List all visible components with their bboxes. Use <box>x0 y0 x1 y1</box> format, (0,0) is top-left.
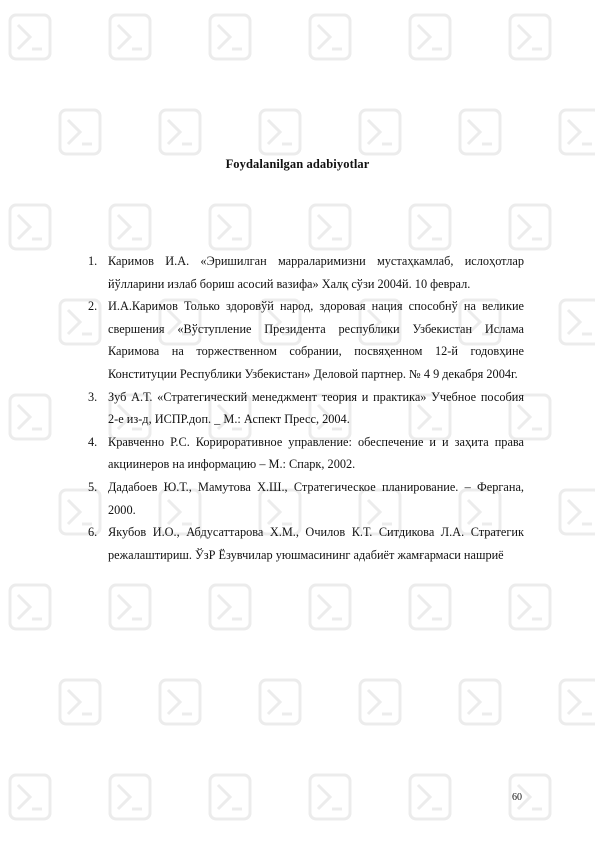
watermark-shape <box>460 680 500 724</box>
watermark-shape <box>218 785 242 809</box>
watermark-shape <box>210 15 250 59</box>
watermark-shape <box>410 205 450 249</box>
watermark-shape <box>460 110 500 154</box>
watermark-shape <box>18 405 42 429</box>
watermark-shape <box>160 110 200 154</box>
watermark-shape <box>60 110 100 154</box>
watermark-shape <box>318 595 342 619</box>
watermark-shape <box>218 25 242 49</box>
watermark-shape <box>310 775 350 819</box>
watermark-shape <box>68 120 92 144</box>
watermark-shape <box>118 25 142 49</box>
watermark-shape <box>518 25 542 49</box>
watermark-shape <box>168 120 192 144</box>
reference-item <box>88 476 524 521</box>
watermark-shape <box>168 690 192 714</box>
watermark-shape <box>118 785 142 809</box>
watermark-shape <box>10 205 50 249</box>
watermark-shape <box>10 585 50 629</box>
reference-text: И.А.Каримов Только здоровўй народ, здоровая нация способнў на великие свершения «Вўступление Президента республики Узбекистан Ислама Каримова на торжественном собрании, посвяҳенном 12-й годовҳине Конституции Республики Узбекистан» Деловой партнер. № 4 9 декабря 2004г. <box>108 299 524 381</box>
watermark-shape <box>518 595 542 619</box>
watermark-shape <box>210 775 250 819</box>
reference-number: 2. <box>88 299 98 314</box>
watermark-shape <box>18 785 42 809</box>
reference-number: 6. <box>88 525 98 540</box>
watermark-shape <box>560 680 595 724</box>
watermark-shape <box>468 690 492 714</box>
watermark-shape <box>218 215 242 239</box>
watermark-shape <box>118 595 142 619</box>
watermark-shape <box>360 110 400 154</box>
watermark-shape <box>110 585 150 629</box>
watermark-shape <box>210 205 250 249</box>
watermark-shape <box>368 120 392 144</box>
reference-number: 3. <box>88 389 98 404</box>
watermark-shape <box>10 775 50 819</box>
watermark-shape <box>418 215 442 239</box>
watermark-shape <box>560 110 595 154</box>
watermark-shape <box>510 585 550 629</box>
watermark-shape <box>218 595 242 619</box>
watermark-shape <box>360 680 400 724</box>
watermark-shape <box>318 215 342 239</box>
watermark-shape <box>410 775 450 819</box>
watermark-shape <box>10 15 50 59</box>
watermark-shape <box>568 690 592 714</box>
reference-item <box>88 295 524 385</box>
watermark-shape <box>310 15 350 59</box>
watermark-shape <box>418 595 442 619</box>
reference-item <box>88 431 524 476</box>
watermark-shape <box>510 15 550 59</box>
watermark-shape <box>568 120 592 144</box>
watermark-shape <box>560 490 595 534</box>
reference-text: Якубов И.О., Абдусаттарова Х.М., Очилов К.Т. Ситдикова Л.А. Стратегик режалаштириш. ЎзР Ёзувчилар уюшмасининг адабиёт жамғармаси нашриё <box>108 525 524 562</box>
watermark-shape <box>68 690 92 714</box>
reference-text: Зуб А.Т. «Стратегический менеджмент теория и практика» Учебное пособия 2-е из-д, ИСПР.доп. _ М.: Аспект Пресс, 2004. <box>108 389 524 427</box>
watermark-shape <box>310 205 350 249</box>
watermark-shape <box>418 25 442 49</box>
watermark-shape <box>110 15 150 59</box>
watermark-shape <box>410 15 450 59</box>
watermark-shape <box>368 690 392 714</box>
watermark-shape <box>510 205 550 249</box>
watermark-shape <box>268 120 292 144</box>
watermark-shape <box>110 205 150 249</box>
watermark-shape <box>568 310 592 334</box>
reference-item <box>88 250 524 295</box>
reference-number: 4. <box>88 434 98 449</box>
reference-text: Дадабоев Ю.Т., Мамутова Х.Ш., Стратегическое планирование. – Фергана, 2000. <box>108 479 524 517</box>
watermark-shape <box>468 120 492 144</box>
watermark-shape <box>260 110 300 154</box>
watermark-shape <box>318 25 342 49</box>
reference-number: 5. <box>88 479 98 494</box>
watermark-shape <box>518 215 542 239</box>
watermark-shape <box>210 585 250 629</box>
watermark-shape <box>18 215 42 239</box>
watermark-shape <box>410 585 450 629</box>
watermark-shape <box>260 680 300 724</box>
watermark-shape <box>110 775 150 819</box>
reference-item <box>88 386 524 431</box>
watermark-shape <box>560 300 595 344</box>
reference-text: Кравченно Р.С. Корирорaтивное управление: обеспечение и и заҳита права акциинеров на информацию – М.: Спарк, 2002. <box>108 434 524 472</box>
watermark-shape <box>10 395 50 439</box>
watermark-shape <box>418 785 442 809</box>
watermark-shape <box>60 680 100 724</box>
watermark-shape <box>268 690 292 714</box>
watermark-shape <box>118 215 142 239</box>
page-number: 60 <box>512 792 522 803</box>
reference-list <box>88 250 524 566</box>
watermark-shape <box>318 785 342 809</box>
watermark-shape <box>18 595 42 619</box>
reference-number: 1. <box>88 254 98 268</box>
watermark-shape <box>160 680 200 724</box>
page-title <box>0 157 595 172</box>
watermark-shape <box>568 500 592 524</box>
watermark-shape <box>310 585 350 629</box>
reference-text: Каримов И.А. «Эришилган марраларимизни мустаҳкамлаб, ислоҳотлар йўлларини излаб бориш асосий вазифа» Халқ сўзи 2004й. 10 феврал. <box>108 254 524 291</box>
reference-item <box>88 521 524 566</box>
title-text: Foydalanilgan adabiyotlar <box>225 157 370 171</box>
watermark-shape <box>18 25 42 49</box>
